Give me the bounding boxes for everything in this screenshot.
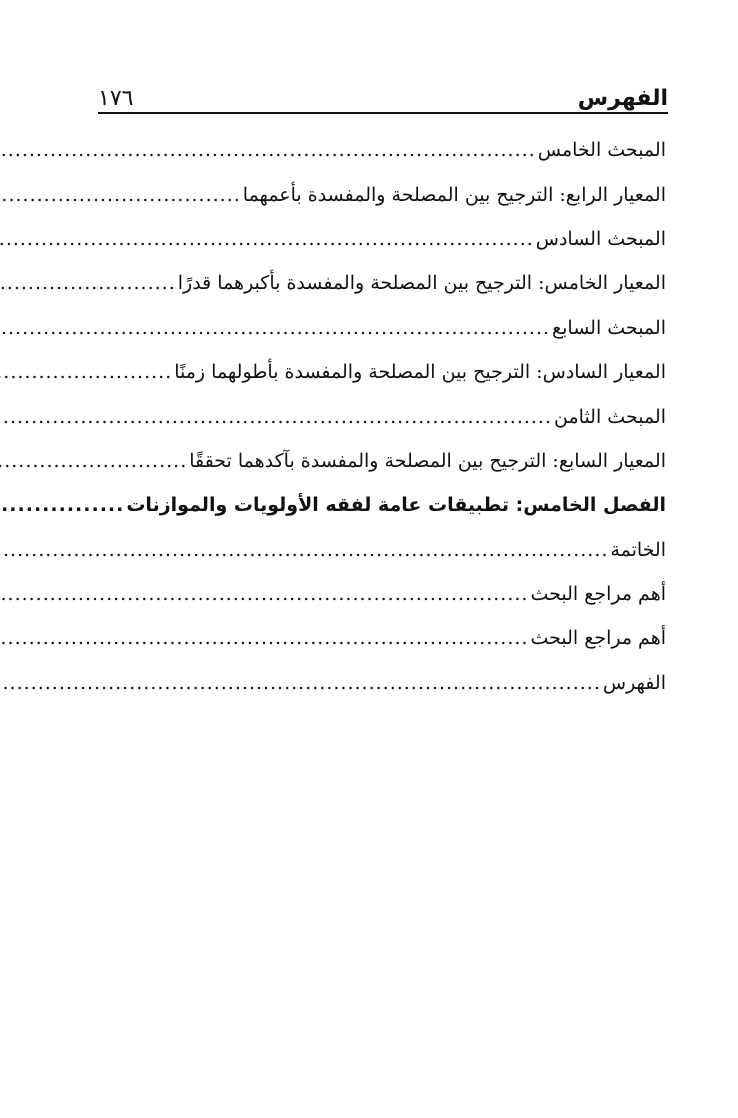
toc-entry-title: المعيار الرابع: الترجيح بين المصلحة والمفسدة بأعمهما <box>242 183 666 206</box>
toc-entry-title: المعيار السادس: الترجيح بين المصلحة والمفسدة بأطولهما زمنًا <box>174 361 666 384</box>
table-of-contents <box>100 128 666 705</box>
toc-entry <box>100 394 666 438</box>
toc-entry <box>100 350 666 394</box>
dot-leader <box>0 184 243 206</box>
toc-entry <box>100 217 666 261</box>
toc-entry <box>100 572 666 616</box>
dot-leader <box>0 317 552 339</box>
toc-entry-title: المبحث الخامس <box>537 139 666 162</box>
dot-leader <box>0 583 530 605</box>
toc-entry <box>100 616 666 660</box>
toc-entry-title: المعيار الخامس: الترجيح بين المصلحة والمفسدة بأكبرهما قدرًا <box>177 272 666 295</box>
header-rule <box>98 112 668 114</box>
toc-entry-title: المبحث السادس <box>535 227 666 250</box>
page-header <box>98 78 668 110</box>
toc-entry <box>100 172 666 216</box>
toc-entry-title: المبحث السابع <box>552 316 666 339</box>
toc-entry-title: المبحث الثامن <box>554 405 666 428</box>
toc-entry-title: أهم مراجع البحث <box>530 627 666 650</box>
dot-leader <box>0 627 530 649</box>
toc-entry-title: الخاتمة <box>610 538 666 561</box>
toc-entry-title: الفهرس <box>602 671 666 694</box>
dot-leader <box>0 494 126 516</box>
dot-leader <box>0 539 610 561</box>
running-title: الفهرس <box>577 86 668 111</box>
dot-leader <box>0 139 538 161</box>
toc-entry <box>100 128 666 172</box>
toc-entry <box>100 306 666 350</box>
dot-leader <box>0 272 178 294</box>
dot-leader <box>0 450 189 472</box>
dot-leader <box>0 228 536 250</box>
toc-entry-title: المعيار السابع: الترجيح بين المصلحة والمفسدة بآكدهما تحققًا <box>189 449 666 472</box>
toc-entry-title: الفصل الخامس: تطبيقات عامة لفقه الأولويات والموازنات <box>126 494 666 517</box>
toc-chapter-entry <box>100 483 666 527</box>
toc-entry <box>100 528 666 572</box>
page-number: ١٧٦ <box>98 86 134 111</box>
toc-entry <box>100 439 666 483</box>
toc-entry <box>100 661 666 705</box>
dot-leader <box>0 361 174 383</box>
dot-leader <box>0 672 603 694</box>
toc-entry-title: أهم مراجع البحث <box>530 583 666 606</box>
dot-leader <box>0 406 554 428</box>
toc-entry <box>100 261 666 305</box>
